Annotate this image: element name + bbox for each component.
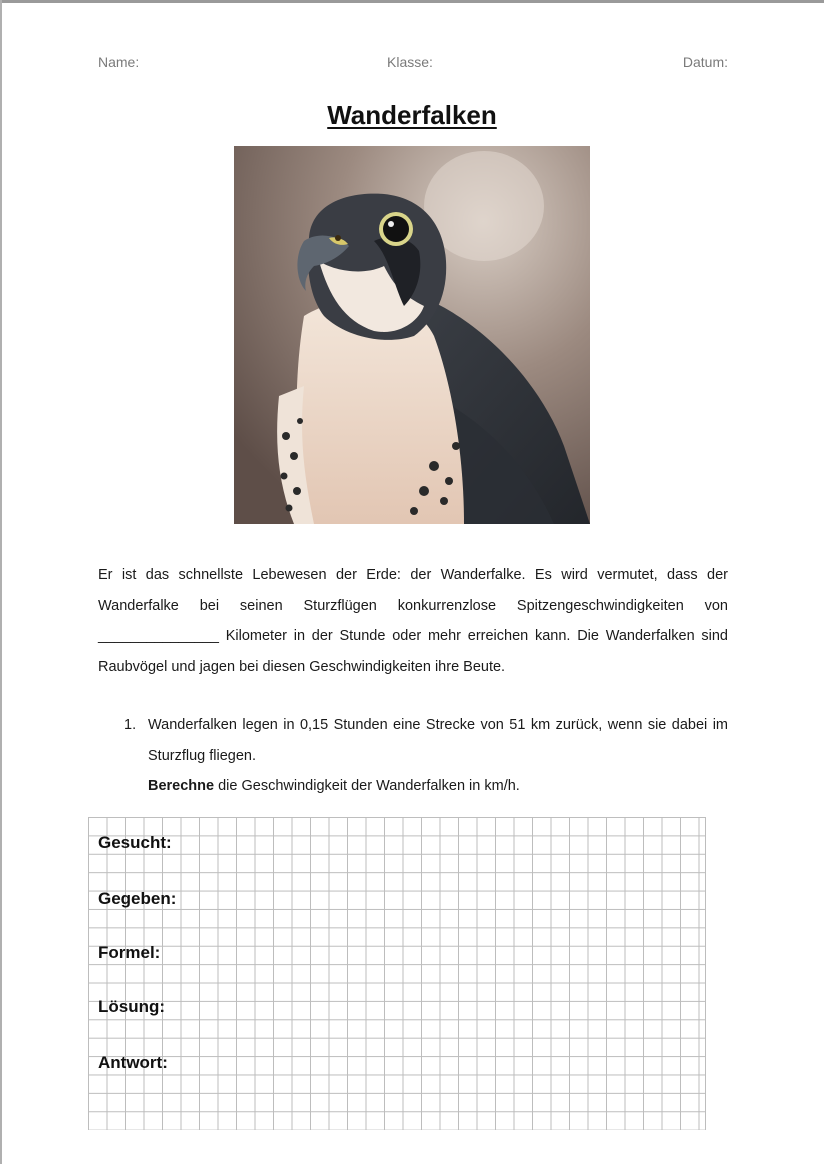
falcon-photo [234, 146, 590, 524]
task-instruction-verb: Berechne [148, 778, 215, 794]
page-border-top [0, 0, 824, 3]
task-instruction [148, 771, 728, 802]
label-given: Gegeben: [98, 889, 177, 908]
page-title: Wanderfalken [327, 100, 497, 130]
label-solution: Lösung: [98, 997, 166, 1016]
date-label: Datum: [682, 54, 728, 70]
task-number: 1. [124, 717, 137, 733]
label-answer: Antwort: [98, 1053, 168, 1072]
class-label: Klasse: [387, 54, 433, 70]
name-label: Name: [98, 54, 140, 70]
task-text: Wanderfalken legen in 0,15 Stunden eine Strecke von 51 km zurück, wenn sie dabei im Sturzflug fliegen. [148, 717, 728, 764]
task-1 [124, 710, 728, 802]
task-instruction-rest: die Geschwindigkeit der Wanderfalken in km/h. [214, 778, 520, 794]
page-border-left [0, 0, 2, 1164]
label-formula: Formel: [98, 943, 161, 962]
answer-grid[interactable] [88, 817, 706, 1130]
label-sought: Gesucht: [98, 833, 172, 852]
intro-paragraph: Er ist das schnellste Lebewesen der Erde: der Wanderfalke. Es wird vermutet, dass der Wanderfalke bei seinen Sturzflügen konkurrenzlose Spitzengeschwindigkeiten von _______________ Kilometer in der Stunde oder mehr erreichen kann. Die Wanderfalken sind Raubvögel und jagen bei diesen Geschwindigkeiten ihre Beute. [98, 567, 728, 675]
